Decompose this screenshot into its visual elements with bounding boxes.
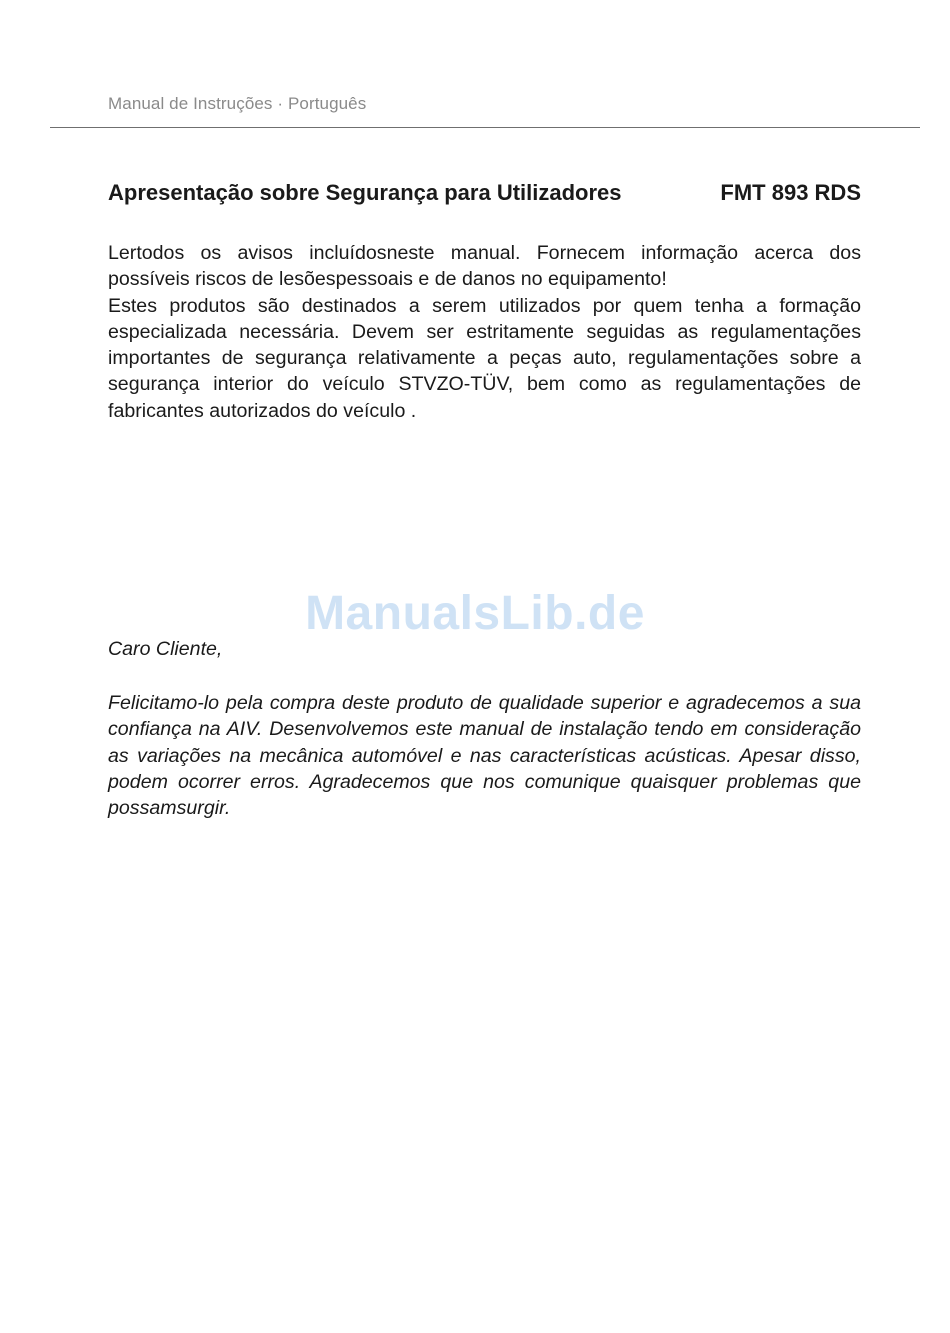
watermark: ManualsLib.de xyxy=(305,587,645,640)
safety-paragraph-regulations: Estes produtos são destinados a serem utilizados por quem tenha a formação especializada necessária. Devem ser estritamente seguidas as regulamentações importantes de segurança relativamente a peças auto, regulamentações sobre a segurança interior do veículo STVZO-TÜV, bem como as regulamentações de fabricantes autorizados do veículo . xyxy=(108,294,861,422)
letter-greeting: Caro Cliente, xyxy=(108,638,223,660)
running-header: Manual de Instruções · Português xyxy=(108,94,367,113)
header-divider xyxy=(50,127,920,128)
safety-paragraph-warnings: Lertodos os avisos incluídosneste manual. Fornecem informação acerca dos possíveis riscos de lesõespessoais e de danos no equipamento! xyxy=(108,242,861,291)
section-title: Apresentação sobre Segurança para Utilizadores xyxy=(108,180,622,205)
safety-notice xyxy=(108,240,861,424)
model-name: FMT 893 RDS xyxy=(720,180,861,205)
letter-paragraph: Felicitamo-lo pela compra deste produto de qualidade superior e agradecemos a sua confiança na AIV. Desenvolvemos este manual de instalação tendo em consideração as variações na mecânica automóvel e nas características acústicas. Apesar disso, podem ocorrer erros. Agradecemos que nos comunique quaisquer problemas que possamsurgir. xyxy=(108,692,861,820)
section-title-row xyxy=(108,180,861,206)
letter-body xyxy=(108,690,861,821)
